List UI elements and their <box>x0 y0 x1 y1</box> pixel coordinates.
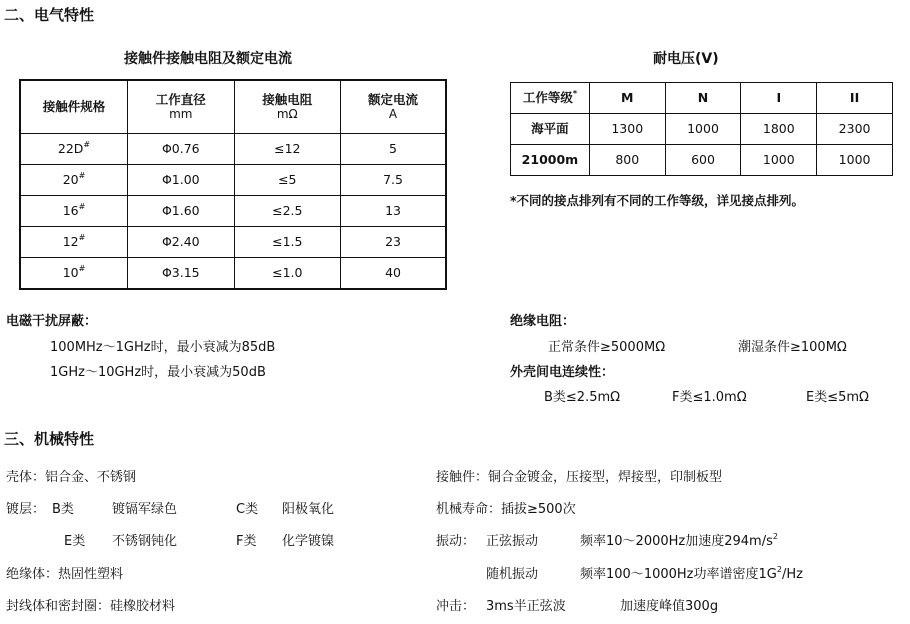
plating-desc: 镀镉军绿色 <box>112 502 178 517</box>
continuity-e: E类≤5mΩ <box>806 390 869 405</box>
table-row <box>20 165 446 196</box>
continuity-title: 外壳间电连续性： <box>510 365 615 380</box>
plating-label: 镀层： <box>6 502 46 517</box>
header-cell: II <box>817 83 893 114</box>
shock-label: 冲击： <box>436 599 476 614</box>
vibration-label: 振动： <box>436 534 476 549</box>
plating-class: E类 <box>64 534 86 549</box>
insulation-normal: 正常条件≥5000MΩ <box>548 340 666 355</box>
table-row <box>20 196 446 227</box>
insulator-material: 绝缘体：热固性塑料 <box>6 567 124 582</box>
header-cell: 接触件规格 <box>20 80 128 134</box>
plating-class: B类 <box>52 502 74 517</box>
shell-material: 壳体：铝合金、不锈钢 <box>6 470 137 485</box>
table-row <box>20 227 446 258</box>
diameter-cell: Φ2.40 <box>128 227 235 258</box>
voltage-cell: 2300 <box>817 114 893 145</box>
resistance-cell: ≤1.5 <box>234 227 341 258</box>
voltage-table-note: *不同的接点排列有不同的工作等级，详见接点排列。 <box>510 193 805 208</box>
continuity-b: B类≤2.5mΩ <box>544 390 621 405</box>
section-title-electrical: 二、电气特性 <box>4 6 95 24</box>
diameter-cell: Φ3.15 <box>128 258 235 290</box>
diameter-cell: Φ1.00 <box>128 165 235 196</box>
diameter-cell: Φ0.76 <box>128 134 235 165</box>
withstand-voltage-table <box>510 82 893 176</box>
header-cell: 额定电流 A <box>341 80 446 134</box>
plating-desc: 阳极氧化 <box>282 502 335 517</box>
header-cell: 工作直径 mm <box>128 80 235 134</box>
resistance-cell: ≤2.5 <box>234 196 341 227</box>
resistance-cell: ≤1.0 <box>234 258 341 290</box>
header-cell: N <box>665 83 741 114</box>
table-row <box>511 114 893 145</box>
plating-class: F类 <box>236 534 257 549</box>
emi-title: 电磁干扰屏蔽： <box>6 314 98 329</box>
plating-desc: 不锈钢钝化 <box>112 534 178 549</box>
emi-line-2: 1GHz～10GHz时，最小衰减为50dB <box>50 365 266 380</box>
mechanical-life: 机械寿命：插拔≥500次 <box>436 502 576 517</box>
contact-size-cell: 10# <box>20 258 128 290</box>
diameter-cell: Φ1.60 <box>128 196 235 227</box>
shock-peak: 加速度峰值300g <box>620 599 719 614</box>
voltage-cell: 600 <box>665 145 741 176</box>
continuity-f: F类≤1.0mΩ <box>672 390 747 405</box>
sine-vibration-name: 正弦振动 <box>486 534 539 549</box>
header-cell: I <box>741 83 817 114</box>
table-row <box>511 145 893 176</box>
contact-table-caption: 接触件接触电阻及额定电流 <box>124 51 292 67</box>
voltage-cell: 1300 <box>589 114 665 145</box>
plating-class: C类 <box>236 502 259 517</box>
table-row <box>20 258 446 290</box>
current-cell: 40 <box>341 258 446 290</box>
contact-size-cell: 16# <box>20 196 128 227</box>
current-cell: 7.5 <box>341 165 446 196</box>
row-label-cell: 海平面 <box>511 114 590 145</box>
table-row <box>20 134 446 165</box>
insulation-humid: 潮湿条件≥100MΩ <box>738 340 847 355</box>
header-cell: 接触电阻 mΩ <box>234 80 341 134</box>
voltage-cell: 1000 <box>665 114 741 145</box>
insulation-title: 绝缘电阻： <box>510 314 576 329</box>
resistance-cell: ≤5 <box>234 165 341 196</box>
section-title-mechanical: 三、机械特性 <box>4 430 95 448</box>
current-cell: 23 <box>341 227 446 258</box>
contact-resistance-table <box>19 79 447 290</box>
contact-material: 接触件：铜合金镀金，压接型，焊接型，印制板型 <box>436 470 723 485</box>
emi-line-1: 100MHz～1GHz时，最小衰减为85dB <box>50 340 276 355</box>
row-label-cell: 21000m <box>511 145 590 176</box>
random-vibration-name: 随机振动 <box>486 567 539 582</box>
voltage-cell: 1800 <box>741 114 817 145</box>
shock-wave: 3ms半正弦波 <box>486 599 566 614</box>
voltage-cell: 800 <box>589 145 665 176</box>
header-cell: M <box>589 83 665 114</box>
voltage-cell: 1000 <box>817 145 893 176</box>
seal-material: 封线体和密封圈：硅橡胶材料 <box>6 599 176 614</box>
table-header-row <box>511 83 893 114</box>
contact-size-cell: 22D# <box>20 134 128 165</box>
sine-vibration-spec: 频率10～2000Hz加速度$294m/s^2$ <box>580 531 778 549</box>
random-vibration-spec: 频率100～1000Hz功率谱密度$1G^2/Hz$ <box>580 564 803 582</box>
contact-size-cell: 20# <box>20 165 128 196</box>
plating-desc: 化学镀镍 <box>282 534 335 549</box>
contact-size-cell: 12# <box>20 227 128 258</box>
voltage-table-caption: 耐电压(V) <box>653 51 719 67</box>
current-cell: 5 <box>341 134 446 165</box>
voltage-cell: 1000 <box>741 145 817 176</box>
table-header-row <box>20 80 446 134</box>
header-cell: 工作等级* <box>511 83 590 114</box>
current-cell: 13 <box>341 196 446 227</box>
resistance-cell: ≤12 <box>234 134 341 165</box>
